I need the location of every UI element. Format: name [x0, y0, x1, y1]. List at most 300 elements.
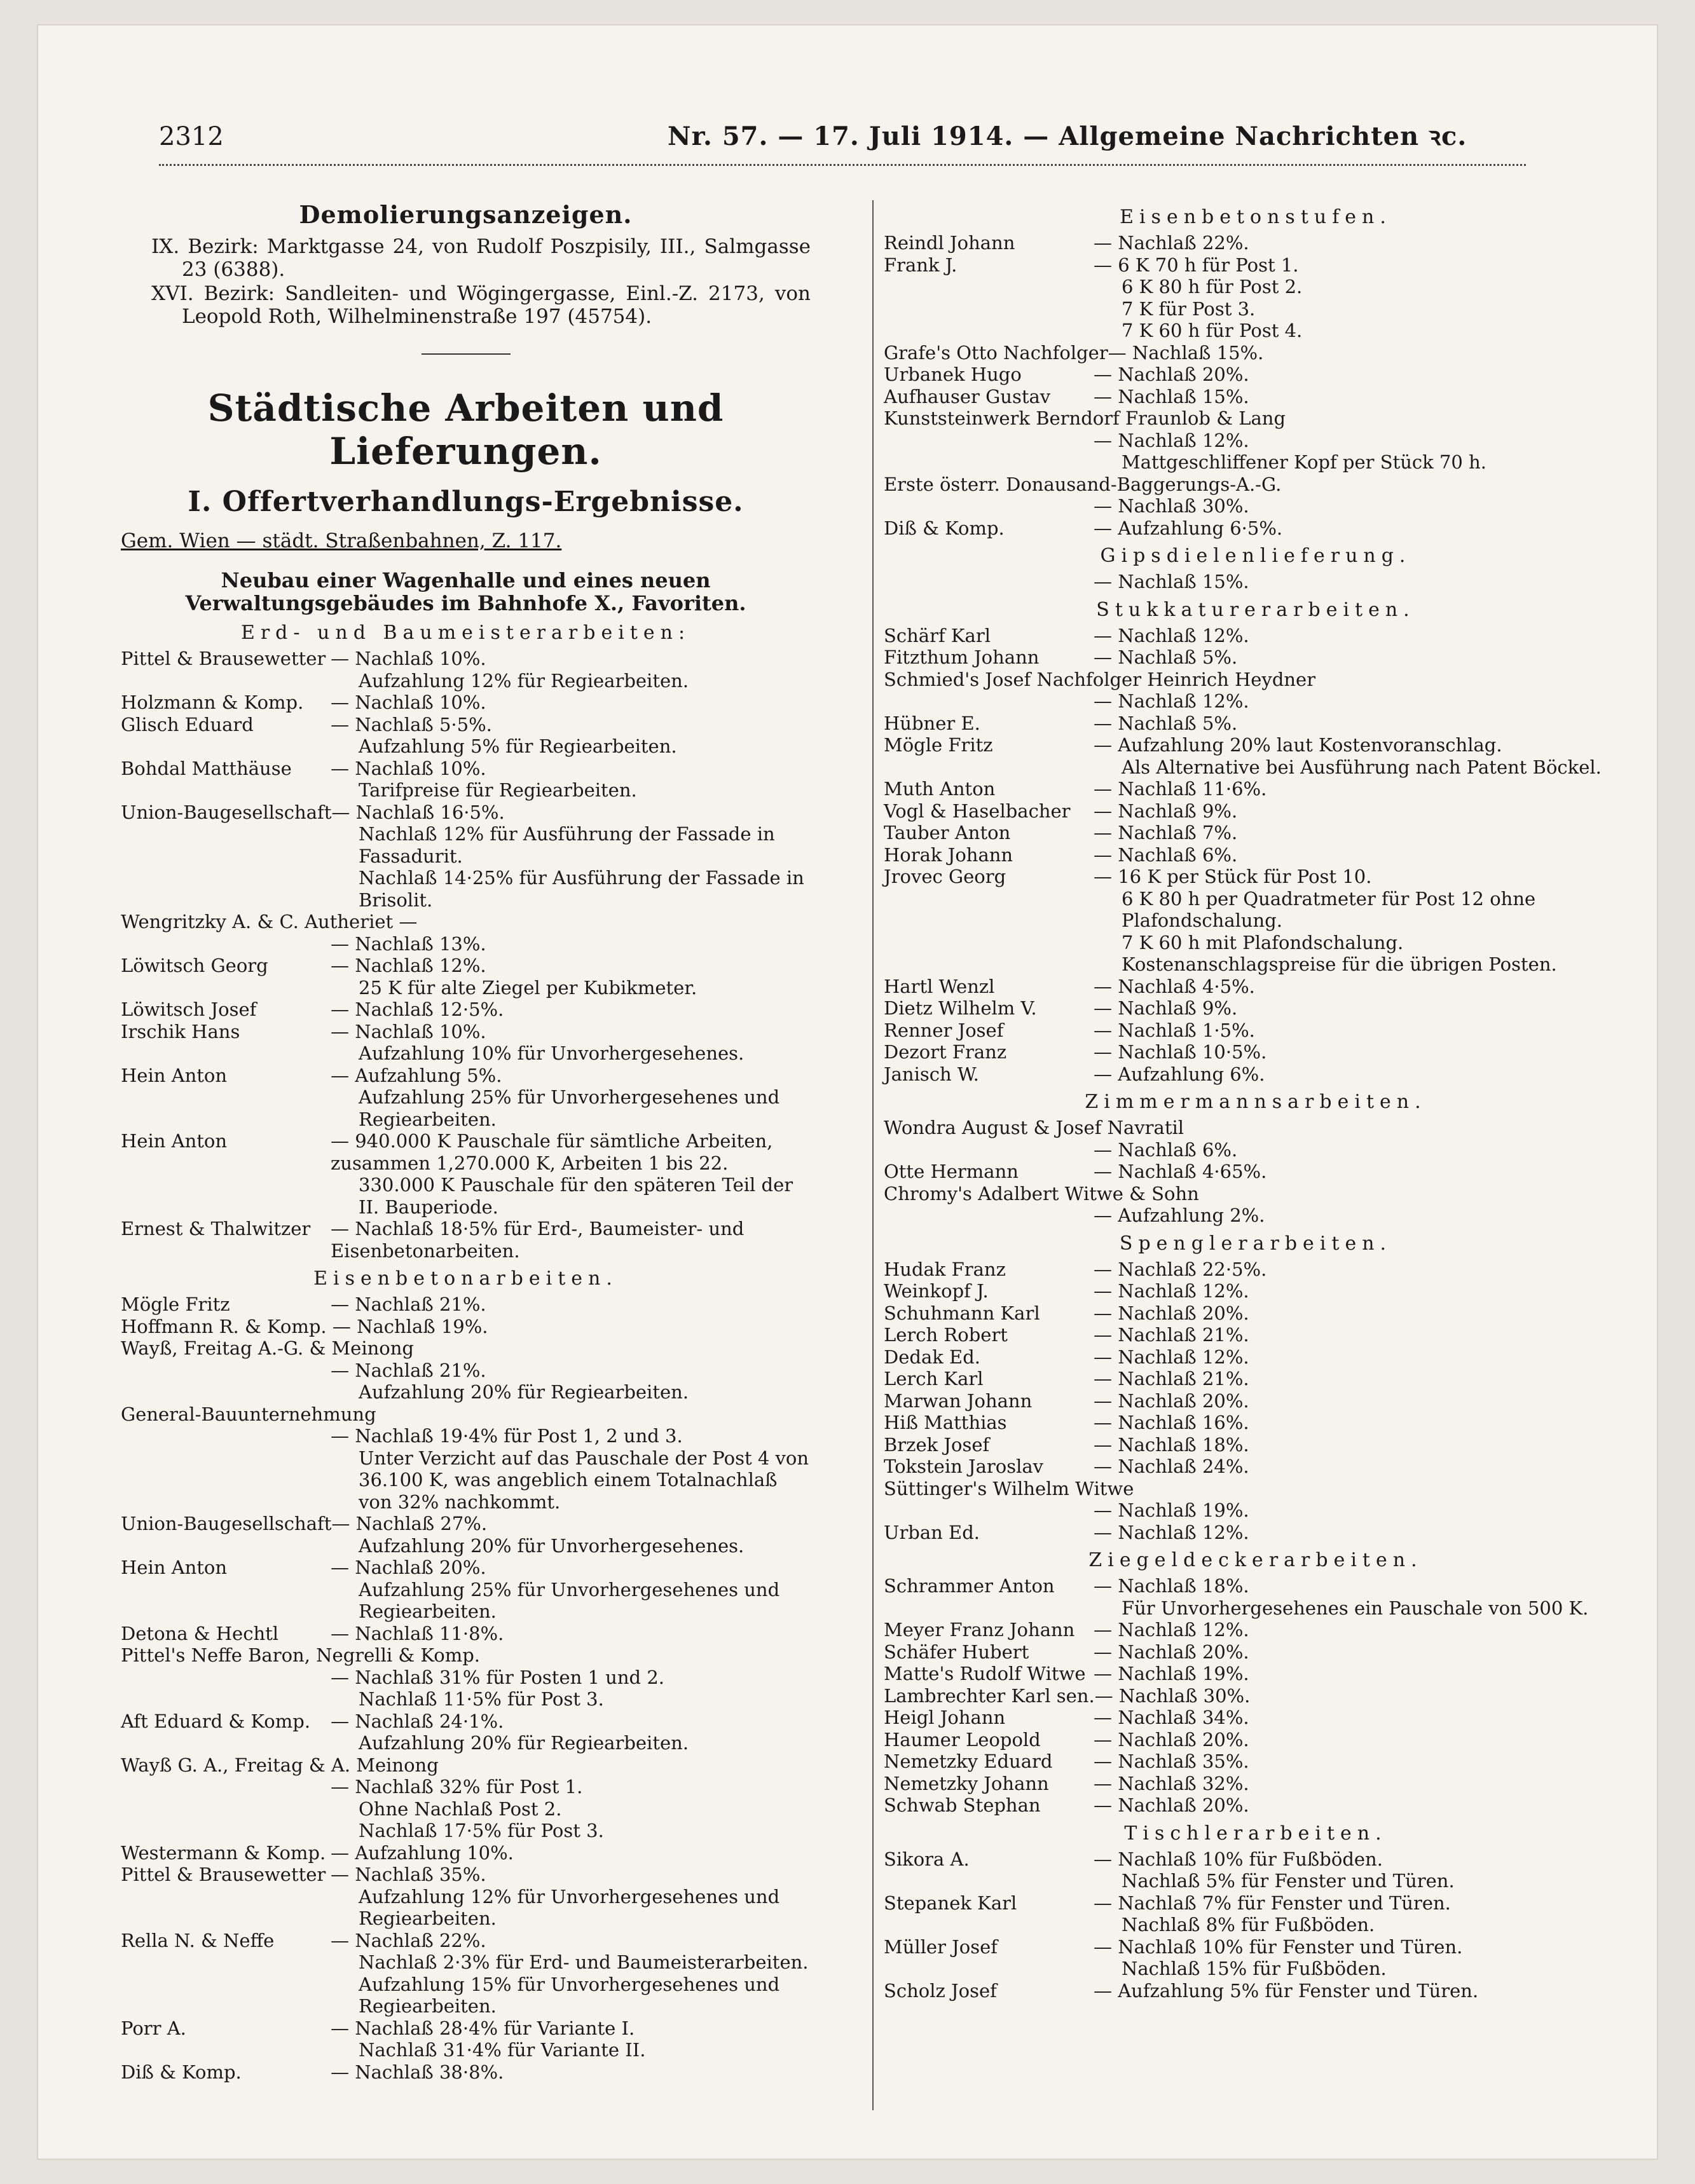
offer-line: Nachlaß 5% für Fenster und Türen. — [1122, 1870, 1455, 1892]
list-item — [121, 692, 811, 714]
list-item — [884, 976, 1628, 998]
list-item — [884, 1663, 1628, 1685]
company-name: Sikora A. — [884, 1848, 970, 1870]
offer-line: 7 K 60 h für Post 4. — [1122, 320, 1303, 341]
list-item — [121, 1842, 811, 1864]
column-divider — [872, 200, 874, 2110]
header-divider — [159, 164, 1526, 166]
offer-line: — Nachlaß 19%. — [1094, 1663, 1249, 1684]
list-item — [884, 1685, 1628, 1707]
offer-line: — Nachlaß 32% für Post 1. — [331, 1776, 583, 1798]
company-name: Vogl & Haselbacher — [884, 800, 1071, 822]
offer-result — [1094, 1368, 1628, 1390]
offer-result — [331, 2017, 811, 2061]
offer-line: — Nachlaß 22%. — [1094, 232, 1249, 254]
offer-line: Aufzahlung 25% für Unvorhergesehenes und Regiearbeiten. — [359, 1086, 780, 1130]
offer-result — [1094, 1259, 1628, 1281]
company-name: Erste österr. Donausand-Baggerungs-A.-G. — [884, 473, 1282, 495]
offer-result — [1094, 1063, 1628, 1086]
list-item — [121, 1337, 811, 1403]
company-name: Hein Anton — [121, 1064, 228, 1086]
company-name: Schuhmann Karl — [884, 1302, 1040, 1324]
offer-line: — Nachlaß 12%. — [331, 955, 486, 976]
offer-result — [1094, 342, 1628, 364]
list-item — [884, 669, 1628, 713]
list-item — [121, 955, 811, 999]
left-column — [121, 200, 811, 2083]
list-item — [884, 1619, 1628, 1641]
list-item — [884, 997, 1628, 1020]
offer-line: — Nachlaß 12%. — [1094, 1521, 1249, 1543]
offer-result — [1094, 1794, 1628, 1817]
list-item — [884, 571, 1628, 593]
company-name: Diß & Komp. — [884, 517, 1005, 539]
list-item — [884, 822, 1628, 844]
company-name: Wondra August & Josef Navratil — [884, 1117, 1184, 1138]
company-name: Dietz Wilhelm V. — [884, 997, 1037, 1019]
section-heading: Zimmermannsarbeiten. — [1085, 1091, 1427, 1113]
offer-result — [1094, 800, 1628, 822]
section-heading: Eisenbetonarbeiten. — [313, 1267, 618, 1290]
offer-line: 6 K 80 h per Quadratmeter für Post 12 ohne Plafondschalung. — [1122, 887, 1536, 931]
offer-line: 25 K für alte Ziegel per Kubikmeter. — [359, 976, 697, 999]
offer-result — [331, 1513, 811, 1557]
company-name: Kunststeinwerk Berndorf Fraunlob & Lang — [884, 407, 1286, 429]
offer-result — [1094, 1936, 1628, 1980]
offer-result — [1094, 1041, 1628, 1063]
list-item — [884, 1346, 1628, 1368]
list-item — [884, 1259, 1628, 1281]
list-item — [884, 1041, 1628, 1063]
company-name: Schärf Karl — [884, 624, 991, 646]
offer-line: — Nachlaß 9%. — [1094, 997, 1238, 1019]
list-item — [884, 1117, 1628, 1161]
demolition-item: XVI. Bezirk: Sandleiten- und Wögingergasse, Einl.-Z. 2173, von Leopold Roth, Wilhelminenstraße 197 (45754). — [151, 282, 811, 328]
offer-result — [331, 802, 811, 911]
company-name: Frank J. — [884, 254, 957, 276]
section-heading: Ziegeldeckerarbeiten. — [1088, 1549, 1423, 1571]
company-name: Chromy's Adalbert Witwe & Sohn — [884, 1182, 1199, 1205]
offer-line: — Nachlaß 11·8%. — [331, 1622, 504, 1644]
company-name: Union-Baugesellschaft — [121, 1513, 332, 1534]
company-name: Rella N. & Neffe — [121, 1929, 275, 1951]
offer-line: — Nachlaß 10·5%. — [1094, 1041, 1267, 1063]
offer-line: — Nachlaß 10%. — [331, 757, 486, 779]
entry-list — [121, 1293, 811, 2083]
company-name: Haumer Leopold — [884, 1728, 1041, 1751]
offer-line: — Nachlaß 22%. — [331, 1929, 486, 1951]
company-name: Mögle Fritz — [884, 734, 993, 756]
list-item — [884, 1751, 1628, 1773]
offer-line: — Nachlaß 10%. — [331, 648, 486, 669]
offer-line: — Nachlaß 4·5%. — [1094, 975, 1255, 997]
list-item — [884, 1302, 1628, 1325]
list-item — [884, 734, 1628, 778]
offer-line: — Nachlaß 30%. — [1094, 495, 1249, 517]
offer-line: — Nachlaß 18·5% für Erd-, Baumeister- und Eisenbetonarbeiten. — [331, 1218, 745, 1262]
subtitle: I. Offertverhandlungs-Ergebnisse. — [188, 486, 744, 518]
offer-result — [1094, 997, 1628, 1020]
company-name: Jrovec Georg — [884, 866, 1006, 887]
company-name: Schrammer Anton — [884, 1575, 1055, 1597]
list-item — [884, 1892, 1628, 1936]
company-name: Lerch Karl — [884, 1368, 984, 1389]
offer-line: — Nachlaß 20%. — [1094, 1641, 1249, 1663]
offer-line: Nachlaß 11·5% für Post 3. — [359, 1688, 604, 1710]
offer-line: Nachlaß 17·5% für Post 3. — [359, 1820, 604, 1841]
offer-line: — Nachlaß 35%. — [331, 1864, 486, 1885]
company-name: Urban Ed. — [884, 1521, 980, 1543]
offer-result — [331, 1864, 811, 1930]
company-name: Brzek Josef — [884, 1433, 990, 1456]
list-item — [121, 1644, 811, 1710]
company-name: Porr A. — [121, 2017, 186, 2039]
company-name: Holzmann & Komp. — [121, 692, 304, 713]
company-name: Wayß, Freitag A.-G. & Meinong — [121, 1337, 414, 1359]
list-item — [884, 1478, 1628, 1522]
company-name: Mögle Fritz — [121, 1293, 230, 1315]
offer-line: — Nachlaß 4·65%. — [1094, 1161, 1267, 1182]
company-name: Stepanek Karl — [884, 1892, 1017, 1914]
offer-result — [1094, 822, 1628, 844]
offer-result — [1094, 1434, 1628, 1456]
offer-line: Ohne Nachlaß Post 2. — [359, 1798, 562, 1820]
offer-line: — Nachlaß 5·5%. — [331, 713, 492, 735]
offer-result — [1094, 713, 1628, 735]
offer-line: — Nachlaß 35%. — [1094, 1751, 1249, 1772]
list-item — [884, 232, 1628, 254]
offer-line: Aufzahlung 12% für Unvorhergesehenes und Regiearbeiten. — [359, 1885, 780, 1929]
offer-result — [1094, 625, 1628, 647]
offer-line: — Nachlaß 7% für Fenster und Türen. — [1094, 1892, 1451, 1914]
offer-line: — Nachlaß 12%. — [1094, 429, 1249, 451]
list-item — [884, 254, 1628, 342]
offer-result — [1094, 1685, 1628, 1707]
offer-line: — Nachlaß 16%. — [1094, 1412, 1249, 1433]
offer-line: — Nachlaß 38·8%. — [331, 2061, 504, 2083]
company-name: Urbanek Hugo — [884, 364, 1022, 385]
offer-result — [1094, 1302, 1628, 1325]
offer-result — [331, 1930, 811, 2017]
list-item — [121, 648, 811, 692]
list-item — [884, 1063, 1628, 1086]
company-name: Fitzthum Johann — [884, 646, 1040, 668]
company-name: Otte Hermann — [884, 1161, 1019, 1182]
offer-line: Nachlaß 8% für Fußböden. — [1122, 1914, 1375, 1935]
company-name: Süttinger's Wilhelm Witwe — [884, 1477, 1134, 1499]
offer-line — [331, 1403, 811, 1426]
offer-line: — Nachlaß 32%. — [1094, 1772, 1249, 1794]
company-name: Hartl Wenzl — [884, 975, 995, 997]
company-name: General-Bauunternehmung — [121, 1403, 376, 1425]
list-item — [884, 1773, 1628, 1795]
right-sections — [884, 205, 1628, 2002]
offer-line: — Nachlaß 20%. — [1094, 1794, 1249, 1816]
offer-line: Tarifpreise für Regiearbeiten. — [359, 779, 637, 801]
offer-line: — Nachlaß 30%. — [1094, 1684, 1251, 1707]
offer-result — [331, 1557, 811, 1623]
offer-line: — Aufzahlung 20% laut Kostenvoranschlag. — [1094, 734, 1502, 756]
company-name: Reindl Johann — [884, 232, 1015, 254]
offer-line: Nachlaß 2·3% für Erd- und Baumeisterarbeiten. — [359, 1951, 809, 1973]
offer-result — [1094, 866, 1628, 976]
list-item — [884, 342, 1628, 364]
offer-line: — Nachlaß 10%. — [331, 1020, 486, 1042]
list-item — [121, 1403, 811, 1513]
offer-line: Aufzahlung 20% für Regiearbeiten. — [359, 1381, 689, 1403]
offer-result — [1094, 1522, 1628, 1544]
list-item — [121, 2017, 811, 2061]
offer-line: — Nachlaß 20%. — [1094, 1728, 1249, 1751]
offer-result — [1094, 1575, 1628, 1619]
offer-line: — Nachlaß 10% für Fußböden. — [1094, 1848, 1383, 1870]
offer-result — [1094, 976, 1628, 998]
offer-result — [331, 758, 811, 802]
list-item — [884, 1020, 1628, 1042]
offer-result — [1094, 1456, 1628, 1478]
offer-line: Unter Verzicht auf das Pauschale der Post 4 von 36.100 K, was angeblich einem Totalnachlaß von 32% nachkommt. — [359, 1447, 809, 1513]
offer-result — [1094, 1619, 1628, 1641]
company-name: Aft Eduard & Komp. — [121, 1710, 311, 1732]
offer-result — [1094, 386, 1628, 408]
offer-result — [1094, 1161, 1628, 1183]
offer-result — [331, 692, 811, 714]
offer-line: Nachlaß 14·25% für Ausführung der Fassade in Brisolit. — [359, 867, 804, 911]
offer-line: — Nachlaß 18%. — [1094, 1433, 1249, 1456]
offer-line: — Aufzahlung 5% für Fenster und Türen. — [1094, 1979, 1479, 2002]
offer-line: — Nachlaß 19%. — [1094, 1499, 1249, 1521]
offer-result — [1094, 571, 1628, 593]
offer-line: Mattgeschliffener Kopf per Stück 70 h. — [1122, 451, 1486, 473]
offer-line: — Nachlaß 21%. — [1094, 1368, 1249, 1389]
section-separator — [422, 353, 511, 355]
offer-line: — Aufzahlung 5%. — [331, 1064, 502, 1086]
right-column — [884, 200, 1628, 2002]
offer-line: — Aufzahlung 2%. — [1094, 1205, 1265, 1226]
list-item — [884, 517, 1628, 540]
offer-line: — Nachlaß 13%. — [331, 932, 486, 955]
list-item — [884, 625, 1628, 647]
list-item — [121, 1130, 811, 1218]
offer-result — [331, 2061, 811, 2084]
entry-list — [884, 1575, 1628, 1817]
entry-list — [884, 1117, 1628, 1227]
section-heading: Eisenbetonstufen. — [1120, 206, 1392, 228]
offer-result — [1094, 1848, 1628, 1892]
offer-line: — Nachlaß 6%. — [1094, 1138, 1238, 1161]
list-item — [884, 364, 1628, 386]
list-item — [884, 1161, 1628, 1183]
list-item — [121, 758, 811, 802]
company-name: Pittel & Brausewetter — [121, 1864, 326, 1885]
section-heading: Stukkaturerarbeiten. — [1096, 598, 1415, 621]
reference-line: Gem. Wien — städt. Straßenbahnen, Z. 117. — [121, 529, 562, 552]
list-item — [884, 1324, 1628, 1346]
section-heading: Erd- und Baumeisterarbeiten: — [240, 622, 691, 644]
company-name: Schäfer Hubert — [884, 1641, 1029, 1663]
list-item — [121, 999, 811, 1021]
offer-result — [1094, 734, 1628, 778]
company-name: Hoffmann R. & Komp. — Nachlaß 19%. — [121, 1315, 488, 1337]
offer-line: Nachlaß 31·4% für Variante II. — [359, 2039, 646, 2061]
offer-line: Kostenanschlagspreise für die übrigen Posten. — [1122, 953, 1557, 975]
list-item — [121, 1513, 811, 1557]
offer-line: — Aufzahlung 10%. — [331, 1841, 514, 1864]
company-name: Weinkopf J. — [884, 1280, 989, 1302]
demolition-title: Demolierungsanzeigen. — [299, 200, 633, 229]
list-item — [884, 1641, 1628, 1663]
offer-result — [331, 714, 811, 758]
offer-line: Für Unvorhergesehenes ein Pauschale von 500 K. — [1122, 1597, 1589, 1619]
offer-line: — 940.000 K Pauschale für sämtliche Arbeiten, zusammen 1,270.000 K, Arbeiten 1 bis 22. — [331, 1130, 773, 1174]
entry-list — [884, 1259, 1628, 1544]
list-item — [884, 646, 1628, 669]
offer-line: Aufzahlung 10% für Unvorhergesehenes. — [359, 1042, 745, 1064]
newspaper-page — [38, 25, 1657, 2159]
list-item — [884, 1522, 1628, 1544]
company-name: Pittel's Neffe Baron, Negrelli & Komp. — [121, 1644, 480, 1666]
list-item — [121, 1864, 811, 1930]
offer-line: — Nachlaß 28·4% für Variante I. — [331, 2017, 635, 2039]
offer-line — [1094, 1478, 1628, 1500]
page-number: 2312 — [159, 122, 224, 151]
company-name: Union-Baugesellschaft — [121, 801, 332, 823]
offer-result — [331, 1842, 811, 1864]
offer-line: — Nachlaß 20%. — [331, 1557, 486, 1578]
offer-line: — Nachlaß 24·1%. — [331, 1710, 504, 1732]
offer-line: — Nachlaß 12%. — [1094, 1619, 1249, 1641]
company-name: Löwitsch Georg — [121, 955, 268, 976]
entry-list — [884, 1848, 1628, 2002]
list-item — [884, 713, 1628, 735]
list-item — [884, 1280, 1628, 1302]
company-name: Meyer Franz Johann — [884, 1619, 1075, 1641]
list-item — [884, 1434, 1628, 1456]
offer-line: — Nachlaß 11·6%. — [1094, 778, 1267, 800]
offer-line: — 16 K per Stück für Post 10. — [1094, 866, 1372, 887]
list-item — [884, 778, 1628, 800]
list-item — [884, 844, 1628, 866]
list-item — [884, 1456, 1628, 1478]
offer-line: — Nachlaß 12%. — [1094, 624, 1249, 646]
offer-line: — Nachlaß 6%. — [1094, 843, 1238, 866]
offer-line: — Nachlaß 27%. — [331, 1513, 488, 1534]
list-item — [884, 1980, 1628, 2002]
offer-line: — Aufzahlung 6·5%. — [1094, 517, 1283, 539]
company-name: Hübner E. — [884, 712, 980, 734]
offer-result — [1094, 778, 1628, 800]
offer-line: — Nachlaß 12%. — [1094, 1280, 1249, 1302]
company-name: Pittel & Brausewetter — [121, 648, 326, 669]
offer-line: — Nachlaß 21%. — [331, 1359, 486, 1381]
demolition-item: IX. Bezirk: Marktgasse 24, von Rudolf Poszpisily, III., Salmgasse 23 (6388). — [151, 235, 811, 281]
company-name: Hudak Franz — [884, 1258, 1006, 1280]
company-name: Müller Josef — [884, 1935, 998, 1958]
section-heading: Spenglerarbeiten. — [1119, 1232, 1392, 1255]
offer-result — [331, 1403, 811, 1513]
entry-list — [884, 571, 1628, 593]
offer-result — [1094, 232, 1628, 254]
offer-result — [331, 1065, 811, 1131]
offer-line: — Nachlaß 34%. — [1094, 1707, 1249, 1728]
offer-line: — Nachlaß 18%. — [1094, 1575, 1249, 1597]
offer-result — [1094, 844, 1628, 866]
offer-result — [331, 999, 811, 1021]
company-name: Hein Anton — [121, 1130, 228, 1152]
company-name: Grafe's Otto Nachfolger — [884, 341, 1108, 364]
list-item — [121, 2061, 811, 2084]
list-item — [884, 1368, 1628, 1390]
company-name: Löwitsch Josef — [121, 999, 257, 1020]
offer-result — [1094, 1478, 1628, 1522]
offer-line: — Nachlaß 10% für Fenster und Türen. — [1094, 1935, 1463, 1958]
offer-line: Aufzahlung 15% für Unvorhergesehenes und Regiearbeiten. — [359, 1973, 780, 2017]
offer-result — [331, 1021, 811, 1065]
offer-line: — Nachlaß 15%. — [1094, 385, 1249, 407]
company-name: Hiß Matthias — [884, 1412, 1007, 1433]
company-name: Bohdal Matthäuse — [121, 757, 292, 779]
main-title: Städtische Arbeiten und Lieferungen. — [207, 386, 724, 473]
list-item — [884, 1707, 1628, 1729]
offer-line: — Nachlaß 22·5%. — [1094, 1258, 1267, 1280]
list-item — [121, 1065, 811, 1131]
list-item — [121, 1930, 811, 2017]
company-name: Horak Johann — [884, 843, 1013, 866]
list-item — [121, 1754, 811, 1842]
company-name: Ernest & Thalwitzer — [121, 1218, 311, 1239]
offer-line: — Nachlaß 5%. — [1094, 712, 1238, 734]
offer-line: — Nachlaß 12%. — [1094, 1346, 1249, 1368]
entry-list — [121, 648, 811, 1262]
offer-line: Aufzahlung 12% für Regiearbeiten. — [359, 669, 689, 692]
offer-line: — Nachlaß 7%. — [1094, 822, 1238, 843]
company-name: Wengritzky A. & C. Autheriet — — [121, 911, 418, 932]
company-name: Renner Josef — [884, 1019, 1004, 1041]
list-item — [121, 1316, 811, 1338]
offer-result — [1094, 1663, 1628, 1685]
company-name: Nemetzky Eduard — [884, 1751, 1053, 1772]
offer-line: Als Alternative bei Ausführung nach Patent Böckel. — [1122, 756, 1602, 778]
list-item — [884, 800, 1628, 822]
company-name: Janisch W. — [884, 1063, 979, 1085]
company-name: Schmied's Josef Nachfolger Heinrich Heydner — [884, 668, 1316, 690]
list-item — [121, 1021, 811, 1065]
offer-result — [1094, 1707, 1628, 1729]
offer-line: Aufzahlung 20% für Regiearbeiten. — [359, 1732, 689, 1754]
offer-result — [1094, 1324, 1628, 1346]
company-name: Muth Anton — [884, 778, 996, 800]
offer-line: — Nachlaß 24%. — [1094, 1456, 1249, 1477]
offer-line: 6 K 80 h für Post 2. — [1122, 276, 1303, 297]
list-item — [121, 802, 811, 911]
list-item — [884, 1729, 1628, 1751]
offer-result — [1094, 1641, 1628, 1663]
offer-line: — Nachlaß 16·5%. — [331, 801, 505, 823]
offer-line: — Nachlaß 15%. — [1094, 571, 1249, 592]
offer-line: — Aufzahlung 6%. — [1094, 1063, 1265, 1085]
company-name: Diß & Komp. — [121, 2061, 242, 2083]
company-name: Marwan Johann — [884, 1389, 1033, 1412]
running-title: Nr. 57. — 17. Juli 1914. — Allgemeine Nachrichten ꝛc. — [668, 121, 1467, 151]
offer-line: Nachlaß 15% für Fußböden. — [1122, 1958, 1387, 1979]
section-heading: Gipsdielenlieferung. — [1100, 545, 1411, 567]
offer-line: — Nachlaß 21%. — [331, 1293, 486, 1315]
company-name: Hein Anton — [121, 1557, 228, 1578]
offer-result — [1094, 1773, 1628, 1795]
offer-result — [1094, 1751, 1628, 1773]
company-name: Westermann & Komp. — [121, 1841, 326, 1864]
company-name: Lerch Robert — [884, 1324, 1008, 1346]
